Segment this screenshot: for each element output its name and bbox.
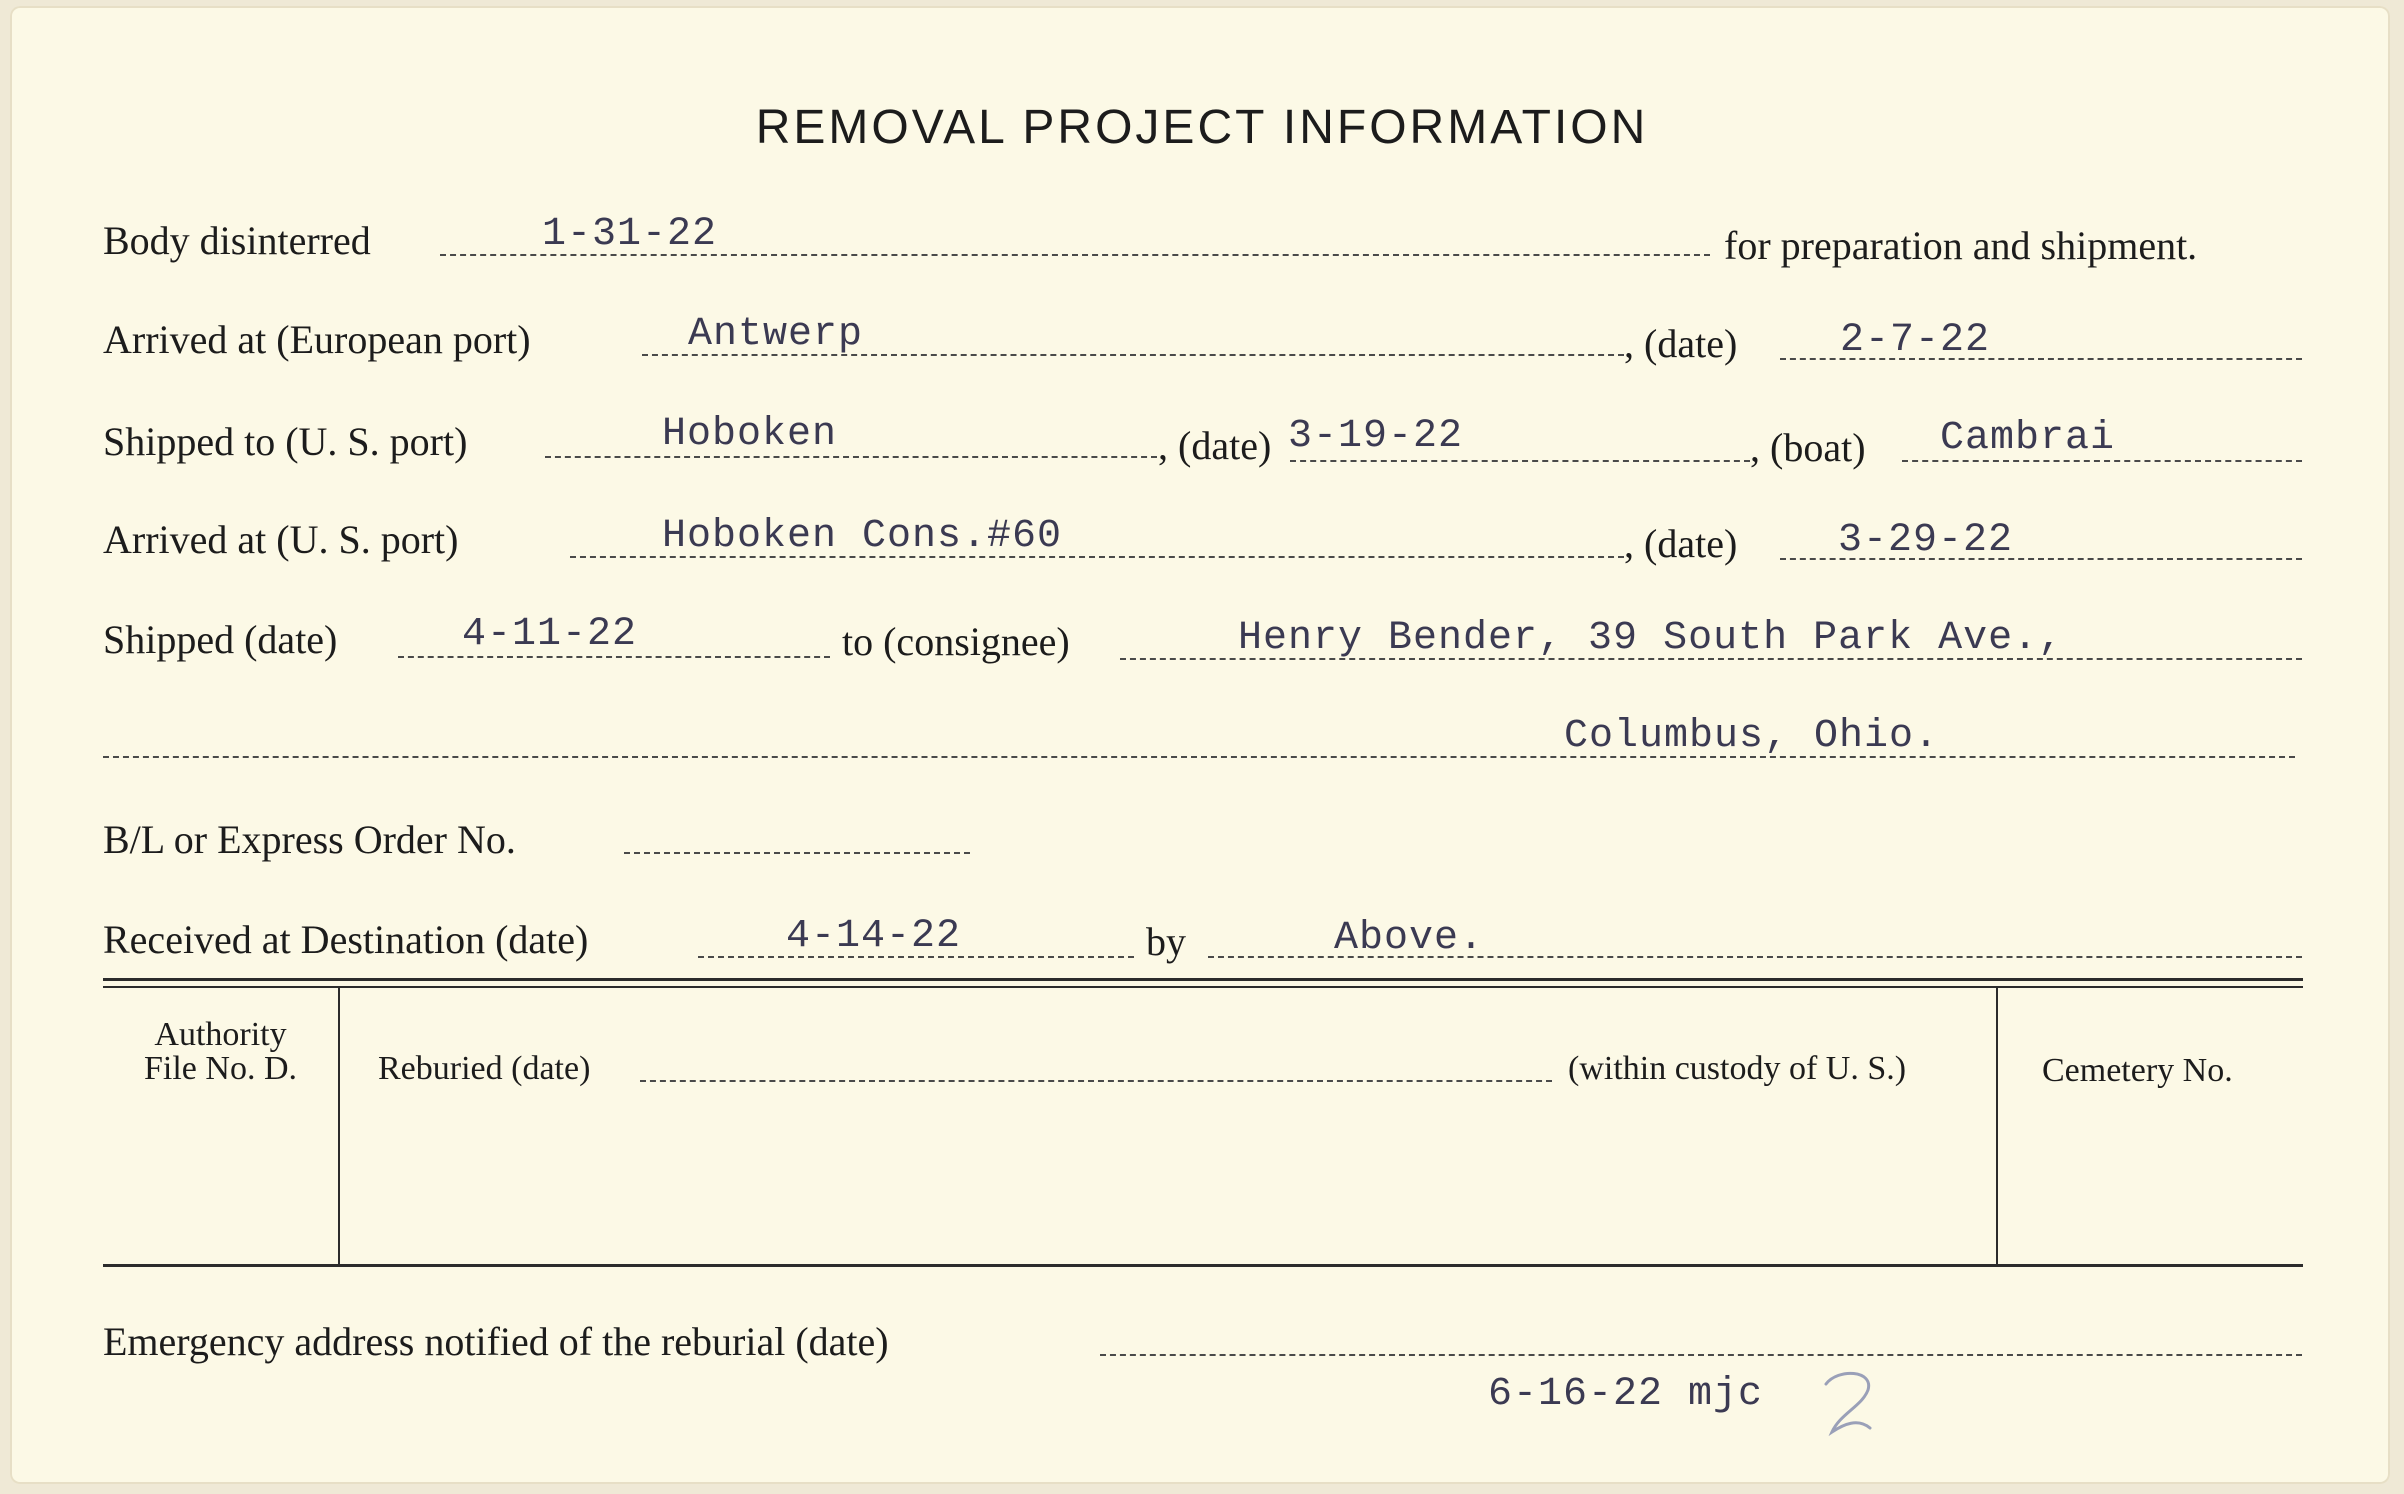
received-by: Above. (1334, 916, 1485, 961)
table-divider-right (1996, 988, 1998, 1264)
received-by-label: by (1146, 919, 1186, 964)
arrived-us-date-label: , (date) (1624, 521, 1738, 566)
shipped-us-date-line (1290, 460, 1750, 462)
custody-label: (within custody of U. S.) (1568, 1050, 1907, 1087)
shipped-us-port: Hoboken (662, 412, 838, 457)
table-top-rule-1 (103, 978, 2303, 981)
reburied-line (640, 1080, 1552, 1082)
shipped-us-boat-label: , (boat) (1750, 425, 1866, 470)
card-title: REMOVAL PROJECT INFORMATION (755, 101, 1649, 154)
consignee-line-2-text: Columbus, Ohio. (1564, 714, 1940, 759)
consignee-line-1-text: Henry Bender, 39 South Park Ave., (1238, 616, 2064, 661)
table-top-rule-2 (103, 986, 2303, 988)
table-bottom-rule (103, 1264, 2303, 1267)
authority-label-2: File No. D. (144, 1050, 297, 1087)
table-divider-left (338, 988, 340, 1264)
bl-label: B/L or Express Order No. (103, 817, 516, 862)
disinterred-label: Body disinterred (103, 218, 371, 263)
reburied-label: Reburied (date) (378, 1050, 591, 1087)
arrived-us-date: 3-29-22 (1838, 518, 2014, 563)
shipped-us-date-label: , (date) (1158, 423, 1272, 468)
arrived-eu-date: 2-7-22 (1840, 318, 1991, 363)
bl-line (624, 852, 970, 854)
disinterred-date: 1-31-22 (542, 212, 718, 257)
shipped-us-boat: Cambrai (1940, 416, 2116, 461)
received-date: 4-14-22 (786, 914, 962, 959)
arrived-eu-date-label: , (date) (1624, 321, 1738, 366)
authority-label-1: Authority (154, 1016, 287, 1053)
emergency-label: Emergency address notified of the reburial (date) (103, 1319, 889, 1364)
arrived-eu-port: Antwerp (688, 312, 864, 357)
shipped-us-line (545, 456, 1157, 458)
arrived-eu-label: Arrived at (European port) (103, 317, 531, 362)
shipped-us-date: 3-19-22 (1288, 414, 1464, 459)
arrived-us-label: Arrived at (U. S. port) (103, 517, 459, 562)
consignee-label: to (consignee) (842, 619, 1070, 664)
consignee-line-2 (103, 756, 2295, 758)
shipped-date: 4-11-22 (462, 612, 638, 657)
shipped-label: Shipped (date) (103, 617, 338, 662)
disinterred-suffix: for preparation and shipment. (1724, 223, 2198, 268)
footer-note: 6-16-22 mjc (1488, 1372, 1764, 1417)
shipped-us-label: Shipped to (U. S. port) (103, 419, 468, 464)
arrived-us-port: Hoboken Cons.#60 (662, 514, 1063, 559)
received-label: Received at Destination (date) (103, 917, 589, 962)
handwritten-mark-icon (1818, 1362, 1888, 1442)
emergency-line (1100, 1354, 2302, 1356)
cemetery-label: Cemetery No. (2042, 1052, 2233, 1089)
